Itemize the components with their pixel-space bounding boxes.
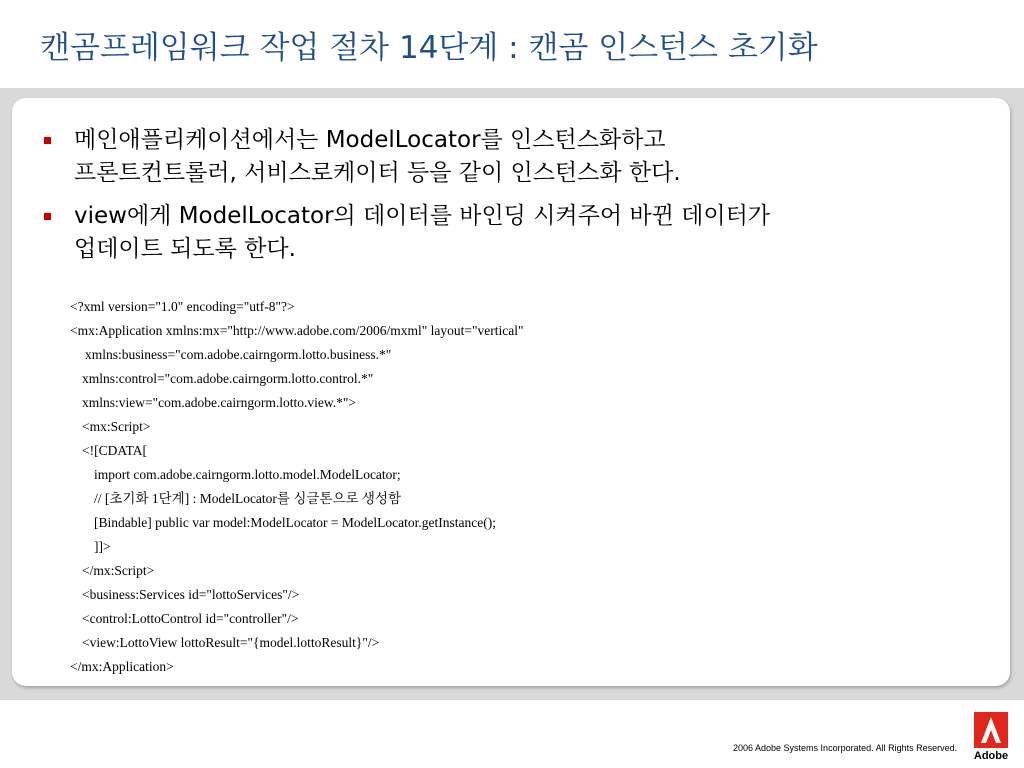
code-line: xmlns:view="com.adobe.cairngorm.lotto.view.*"> [82, 395, 356, 410]
bullet-item [44, 124, 984, 190]
code-line: xmlns:business="com.adobe.cairngorm.lotto.business.*" [85, 347, 392, 362]
bullet-line: 메인애플리케이션에서는 ModelLocator를 인스턴스화하고 [74, 127, 666, 153]
copyright-text: 2006 Adobe Systems Incorporated. All Rights Reserved. [733, 743, 958, 753]
code-line: <?xml version="1.0" encoding="utf-8"?> [70, 299, 295, 314]
bullet-item [44, 200, 984, 266]
code-line: import com.adobe.cairngorm.lotto.model.ModelLocator; [94, 467, 401, 482]
code-line: // [초기화 1단계] : ModelLocator를 싱글톤으로 생성함 [94, 491, 402, 506]
code-line: <business:Services id="lottoServices"/> [82, 587, 300, 602]
code-line: </mx:Script> [82, 563, 155, 578]
title-bar [0, 0, 1024, 88]
bullet-square-icon [44, 213, 51, 220]
code-line: <control:LottoControl id="controller"/> [82, 611, 299, 626]
code-line: ]]> [94, 539, 111, 554]
bullet-list [44, 124, 984, 276]
code-line: <mx:Application xmlns:mx="http://www.adobe.com/2006/mxml" layout="vertical" [70, 323, 524, 338]
adobe-logo-word: Adobe [973, 750, 1009, 762]
slide-title: 캔곰프레임워크 작업 절차 14단계 : 캔곰 인스턴스 초기화 [40, 30, 818, 66]
code-line: <view:LottoView lottoResult="{model.lottoResult}"/> [82, 635, 380, 650]
code-block [70, 295, 523, 679]
bullet-line: 업데이트 되도록 한다. [74, 236, 296, 262]
code-line: <![CDATA[ [82, 443, 148, 458]
bullet-line: 프론트컨트롤러, 서비스로케이터 등을 같이 인스턴스화 한다. [74, 160, 681, 186]
bullet-line: view에게 ModelLocator의 데이터를 바인딩 시켜주어 바뀐 데이터가 [74, 203, 771, 229]
adobe-logo [970, 712, 1012, 762]
code-line: [Bindable] public var model:ModelLocator = ModelLocator.getInstance(); [94, 515, 496, 530]
bullet-square-icon [44, 137, 51, 144]
code-line: </mx:Application> [70, 659, 174, 674]
adobe-logo-icon [974, 712, 1008, 748]
code-line: xmlns:control="com.adobe.cairngorm.lotto.control.*" [82, 371, 374, 386]
code-line: <mx:Script> [82, 419, 151, 434]
